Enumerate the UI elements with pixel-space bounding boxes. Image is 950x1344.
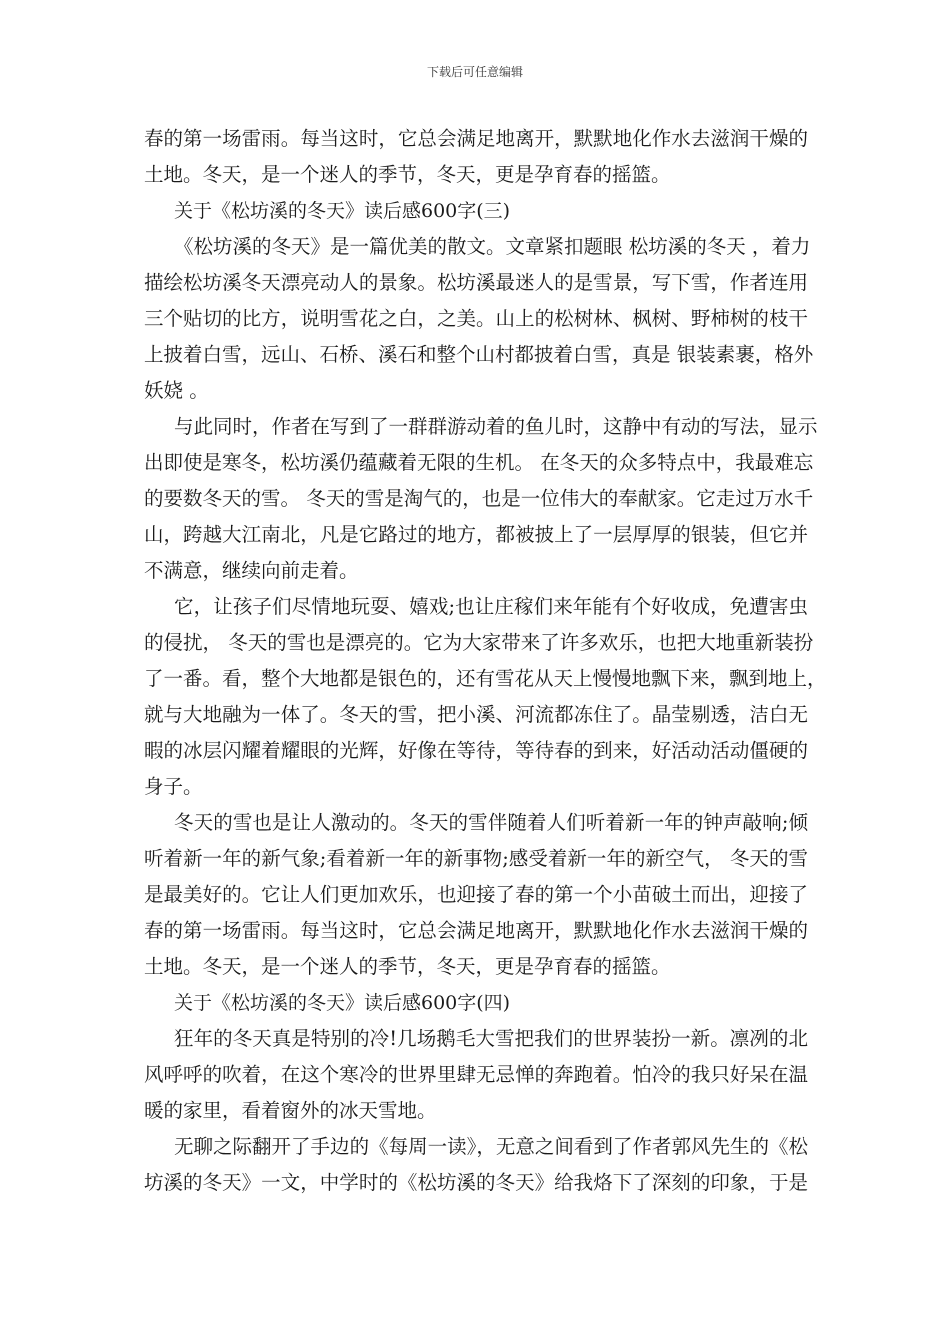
page-header: 下载后可任意编辑 bbox=[426, 65, 523, 79]
text-line: 妖娆 。 bbox=[144, 379, 209, 402]
section-heading: 关于《松坊溪的冬天》读后感600字(四) bbox=[174, 992, 511, 1014]
paragraph bbox=[144, 805, 808, 985]
text-line: 狂年的冬天真是特别的冷!几场鹅毛大雪把我们的世界装扮一新。凛冽的北 bbox=[174, 1027, 808, 1050]
text-line: 它，让孩子们尽情地玩耍、嬉戏;也让庄稼们来年能有个好收成，免遭害虫 bbox=[174, 595, 808, 618]
text-line: 三个贴切的比方，说明雪花之白，之美。山上的松树林、枫树、野柿树的枝干 bbox=[144, 307, 808, 330]
paragraph bbox=[144, 229, 814, 409]
text-line: 身子。 bbox=[144, 775, 203, 798]
text-line: 描绘松坊溪冬天漂亮动人的景象。松坊溪最迷人的是雪景，写下雪，作者连用 bbox=[144, 271, 808, 294]
article-body bbox=[144, 121, 827, 1201]
text-line: 坊溪的冬天》一文，中学时的《松坊溪的冬天》给我烙下了深刻的印象，于是 bbox=[144, 1171, 808, 1194]
paragraph bbox=[144, 409, 818, 589]
text-line: 就与大地融为一体了。冬天的雪，把小溪、河流都冻住了。晶莹剔透，洁白无 bbox=[144, 703, 808, 726]
text-line: 山，跨越大江南北，凡是它路过的地方，都被披上了一层厚厚的银装，但它并 bbox=[144, 523, 808, 546]
paragraph bbox=[144, 1129, 808, 1201]
text-line: 了一番。看，整个大地都是银色的，还有雪花从天上慢慢地飘下来，飘到地上， bbox=[144, 667, 827, 690]
paragraph bbox=[144, 589, 827, 805]
text-line: 不满意，继续向前走着。 bbox=[144, 559, 359, 582]
text-line: 春的第一场雷雨。每当这时，它总会满足地离开，默默地化作水去滋润干燥的 bbox=[144, 919, 808, 942]
text-line: 暇的冰层闪耀着耀眼的光辉，好像在等待，等待春的到来，好活动活动僵硬的 bbox=[144, 739, 808, 762]
text-line: 风呼呼的吹着，在这个寒冷的世界里肆无忌惮的奔跑着。怕冷的我只好呆在温 bbox=[144, 1063, 808, 1086]
text-line: 无聊之际翻开了手边的《每周一读》，无意之间看到了作者郭风先生的《松 bbox=[174, 1135, 808, 1158]
section-heading: 关于《松坊溪的冬天》读后感600字(三) bbox=[174, 200, 511, 222]
text-line: 出即使是寒冬，松坊溪仍蕴藏着无限的生机。 在冬天的众多特点中，我最难忘 bbox=[144, 451, 814, 474]
text-line: 与此同时，作者在写到了一群群游动着的鱼儿时，这静中有动的写法，显示 bbox=[174, 415, 818, 438]
paragraph bbox=[144, 1021, 808, 1129]
text-line: 土地。冬天，是一个迷人的季节，冬天，更是孕育春的摇篮。 bbox=[144, 955, 671, 978]
text-line: 《松坊溪的冬天》是一篇优美的散文。文章紧扣题眼 松坊溪的冬天 ，着力 bbox=[174, 235, 811, 258]
text-line: 暖的家里，看着窗外的冰天雪地。 bbox=[144, 1099, 437, 1122]
text-line: 春的第一场雷雨。每当这时，它总会满足地离开，默默地化作水去滋润干燥的 bbox=[144, 127, 808, 150]
text-line: 冬天的雪也是让人激动的。冬天的雪伴随着人们听着新一年的钟声敲响;倾 bbox=[174, 811, 808, 834]
text-line: 是最美好的。它让人们更加欢乐，也迎接了春的第一个小苗破土而出，迎接了 bbox=[144, 883, 808, 906]
text-line: 听着新一年的新气象;看着新一年的新事物;感受着新一年的新空气， 冬天的雪 bbox=[144, 847, 808, 870]
text-line: 上披着白雪，远山、石桥、溪石和整个山村都披着白雪，真是 银装素裹，格外 bbox=[144, 343, 814, 366]
text-line: 的要数冬天的雪。 冬天的雪是淘气的，也是一位伟大的奉献家。它走过万水千 bbox=[144, 487, 814, 510]
paragraph bbox=[144, 121, 808, 193]
text-line: 的侵扰， 冬天的雪也是漂亮的。它为大家带来了许多欢乐，也把大地重新装扮 bbox=[144, 631, 814, 654]
text-line: 土地。冬天，是一个迷人的季节，冬天，更是孕育春的摇篮。 bbox=[144, 163, 671, 186]
